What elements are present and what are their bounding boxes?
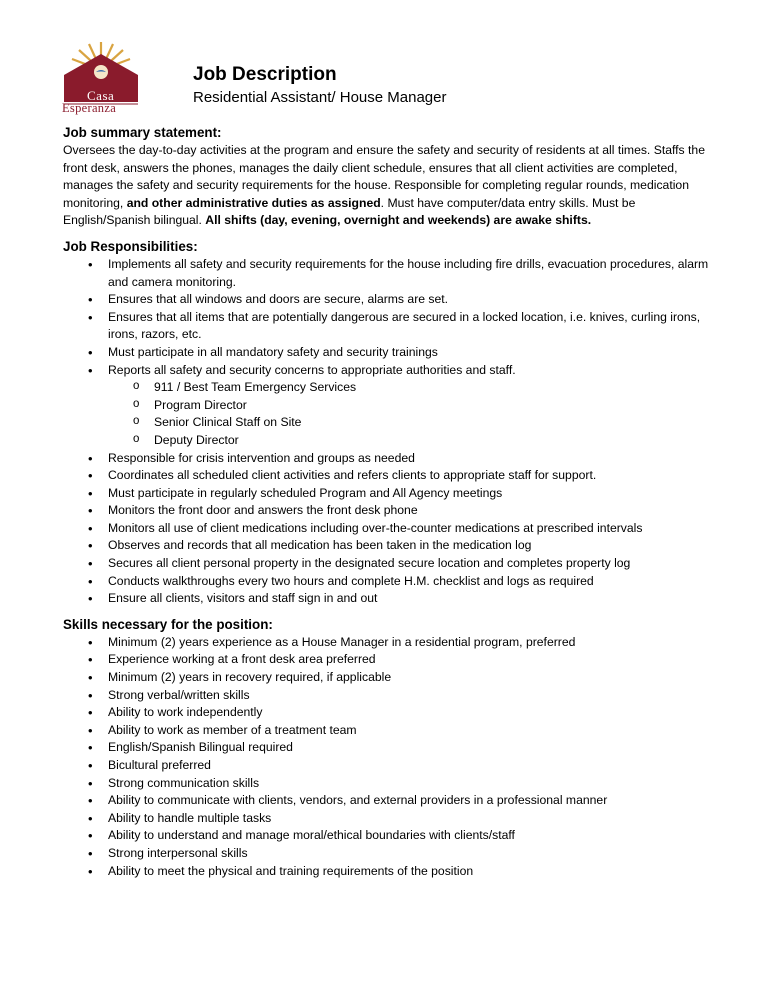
responsibilities-heading: Job Responsibilities: [63, 238, 198, 254]
list-item: • Strong verbal/written skills [108, 687, 713, 705]
sub-list-item: o Program Director [154, 397, 713, 415]
list-item: • Ability to meet the physical and training requirements of the position [108, 863, 713, 881]
list-item: • Ability to work independently [108, 704, 713, 722]
list-item: • English/Spanish Bilingual required [108, 739, 713, 757]
list-item: • Must participate in all mandatory safety and security trainings [108, 344, 713, 362]
list-item: • Ability to communicate with clients, vendors, and external providers in a professional manner [108, 792, 713, 810]
skills-heading: Skills necessary for the position: [63, 616, 273, 632]
list-item: • Ability to understand and manage moral/ethical boundaries with clients/staff [108, 827, 713, 845]
list-item: • Responsible for crisis intervention and groups as needed [108, 450, 713, 468]
logo-word-casa: Casa [87, 88, 115, 103]
list-item: • Implements all safety and security requirements for the house including fire drills, evacuation procedures, alarm and camera monitoring. [108, 256, 713, 291]
list-item: • Monitors the front door and answers the front desk phone [108, 502, 713, 520]
sun-circle [94, 65, 108, 79]
sub-list-item: o 911 / Best Team Emergency Services [154, 379, 713, 397]
page-title: Job Description [193, 64, 337, 85]
reporting-sublist [108, 379, 713, 449]
responsibilities-list [63, 256, 713, 608]
summary-bold-shifts: All shifts (day, evening, overnight and weekends) are awake shifts. [205, 213, 592, 228]
list-item: • Observes and records that all medication has been taken in the medication log [108, 537, 713, 555]
list-item: • Ensures that all items that are potentially dangerous are secured in a locked location, i.e. knives, curling irons, irons, razors, etc. [108, 309, 713, 344]
summary-bold-duties: and other administrative duties as assigned [126, 195, 381, 210]
summary-text: Oversees the day-to-day activities at the program and ensure the safety and security of residents at all times. Staffs the front desk, answers the phones, manages the daily client schedule, ensures that all client activities are completed, manages the safety and security requirements for the house. Responsible for completing regular rounds, medication monitoring, [63, 143, 705, 210]
summary-heading: Job summary statement: [63, 125, 222, 140]
summary-text-2: . Must have computer/data entry skills. Must be English/Spanish bilingual. [63, 195, 636, 228]
skills-list [63, 634, 713, 880]
document-body [63, 124, 713, 880]
list-item: • Minimum (2) years in recovery required, if applicable [108, 669, 713, 687]
sub-list-item: o Senior Clinical Staff on Site [154, 414, 713, 432]
list-item: • Ability to work as member of a treatment team [108, 722, 713, 740]
list-item: • Experience working at a front desk area preferred [108, 651, 713, 669]
list-item [108, 362, 713, 450]
page-subtitle: Residential Assistant/ House Manager [193, 89, 447, 106]
list-item: • Ensure all clients, visitors and staff sign in and out [108, 590, 713, 608]
list-item: • Strong interpersonal skills [108, 845, 713, 863]
list-item: • Strong communication skills [108, 775, 713, 793]
list-item: • Monitors all use of client medications including over-the-counter medications at prescribed intervals [108, 520, 713, 538]
list-item: • Must participate in regularly scheduled Program and All Agency meetings [108, 485, 713, 503]
logo-word-esperanza: Esperanza [62, 101, 117, 115]
list-item: • Ability to handle multiple tasks [108, 810, 713, 828]
sub-list-item: o Deputy Director [154, 432, 713, 450]
list-item: • Bicultural preferred [108, 757, 713, 775]
list-item: • Ensures that all windows and doors are secure, alarms are set. [108, 291, 713, 309]
list-item: • Coordinates all scheduled client activities and refers clients to appropriate staff for support. [108, 467, 713, 485]
list-item: • Conducts walkthroughs every two hours and complete H.M. checklist and logs as required [108, 573, 713, 591]
list-item: • Minimum (2) years experience as a House Manager in a residential program, preferred [108, 634, 713, 652]
list-item: • Secures all client personal property in the designated secure location and completes property log [108, 555, 713, 573]
summary-paragraph [63, 142, 713, 230]
list-item-text: Reports all safety and security concerns to appropriate authorities and staff. [108, 362, 516, 377]
